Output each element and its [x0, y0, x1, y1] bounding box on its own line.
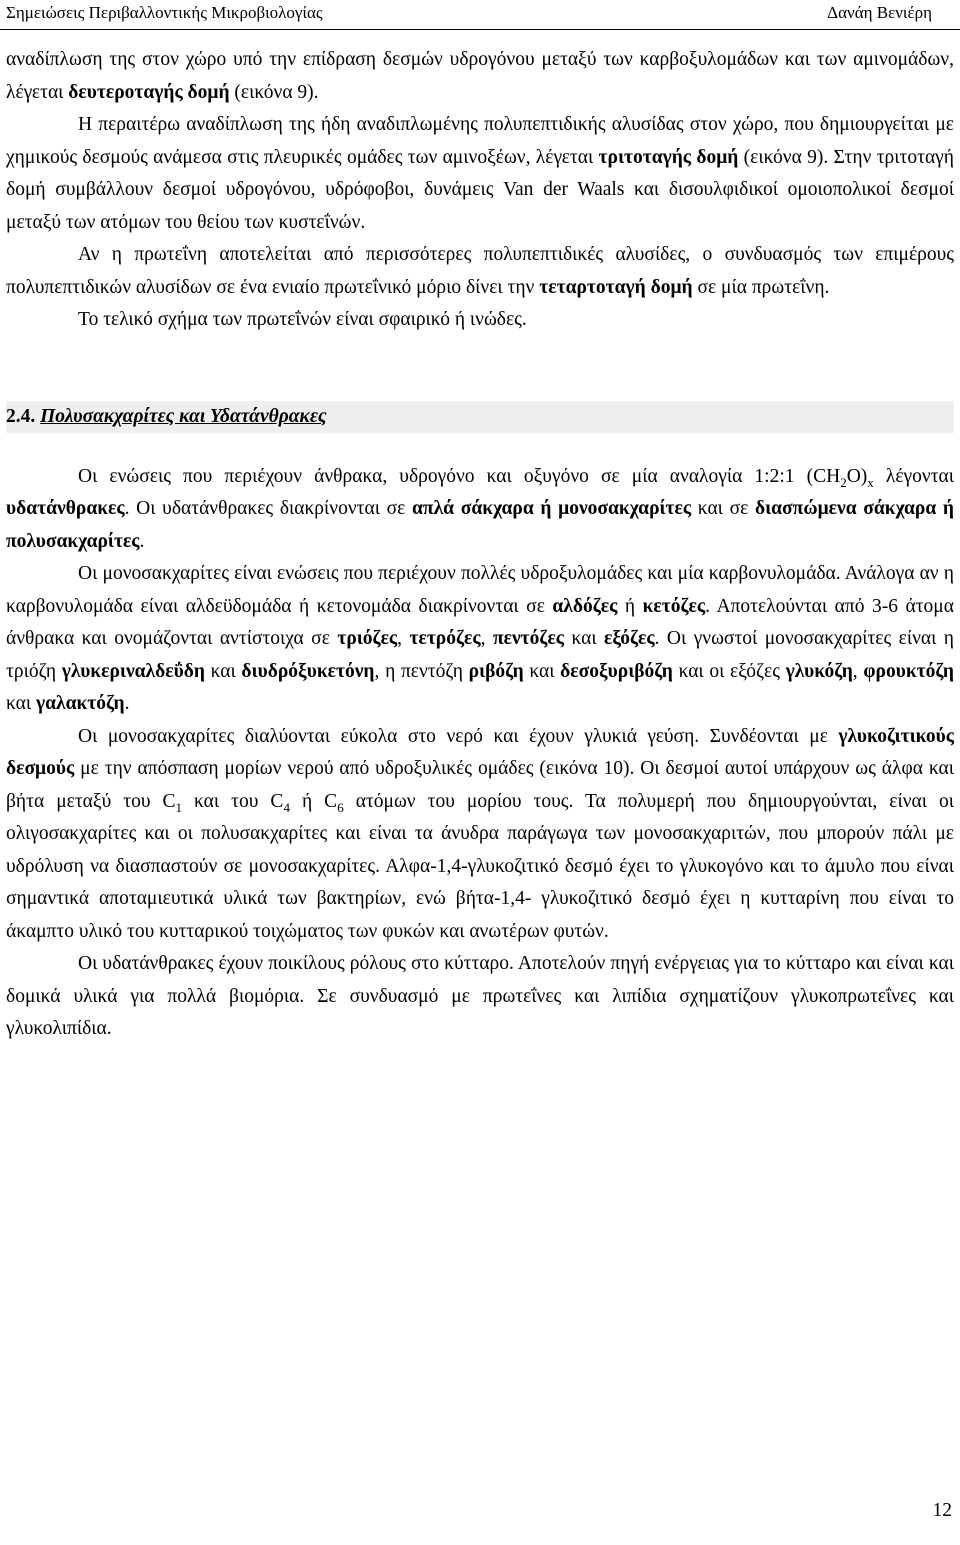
- document-body: [6, 44, 954, 1046]
- paragraph-carbohydrate-roles: Οι υδατάνθρακες έχουν ποικίλους ρόλους στο κύτταρο. Αποτελούν πηγή ενέργειας για το κύτταρο και είναι και δομικά υλικά για πολλά βιομόρια. Σε συνδυασμό με πρωτεΐνες και λιπίδια σχηματίζουν γλυκοπρωτεΐνες και γλυκολιπίδια.: [6, 953, 954, 1039]
- paragraph-protein-shape: Το τελικό σχήμα των πρωτεΐνών είναι σφαιρικό ή ινώδες.: [78, 309, 527, 330]
- header-rule: [0, 29, 960, 30]
- header-course-title: Σημειώσεις Περιβαλλοντικής Μικροβιολογίας: [6, 3, 323, 22]
- paragraph-glycosidic-bonds: Οι μονοσακχαρίτες διαλύονται εύκολα στο νερό και έχουν γλυκιά γεύση. Συνδέονται με γλυκοζιτικούς δεσμούς με την απόσπαση μορίων νερού από υδροξυλικές ομάδες (εικόνα 10). Οι δεσμοί αυτοί υπάρχουν ως άλφα και βήτα μεταξύ του $C_1$ και του $C_4$ ή $C_6$ ατόμων του μορίου τους. Τα πολυμερή που δημιουργούνται, είναι οι ολιγοσακχαρίτες και οι πολυσακχαρίτες και είναι τα άνυδρα παράγωγα των μονοσακχαριτών, που μπορούν πάλι με υδρόλυση να διασπαστούν σε μονοσακχαρίτες. Αλφα-1,4-γλυκοζιτικό δεσμό έχει το γλυκογόνο και το άμυλο που είναι σημαντικά αποταμιευτικά υλικά των βακτηρίων, ενώ βήτα-1,4- γλυκοζιτικό δεσμό έχει η κυτταρίνη που είναι το άκαμπτο υλικό του κυτταρικού τοιχώματος των φυκών και ανωτέρων φυτών.: [6, 725, 954, 942]
- page-header: [0, 0, 960, 30]
- header-author: Δανάη Βενιέρη: [827, 3, 932, 22]
- paragraph-tertiary-structure: Η περαιτέρω αναδίπλωση της ήδη αναδιπλωμένης πολυπεπτιδικής αλυσίδας στον χώρο, που δημιουργείται με χημικούς δεσμούς ανάμεσα στις πλευρικές ομάδες των αμινοξέων, λέγεται τριτοταγής δομή (εικόνα 9). Στην τριτοταγή δομή συμβάλλουν δεσμοί υδρογόνου, υδρόφοβοι, δυνάμεις Van der Waals και δισουλφιδικοί ομοιοπολικοί δεσμοί μεταξύ των ατόμων του θείου των κυστεΐνών.: [6, 114, 954, 233]
- paragraph-carbohydrates-intro: Οι ενώσεις που περιέχουν άνθρακα, υδρογόνο και οξυγόνο σε μία αναλογία 1:2:1 $(CH_2O)_x$ λέγονται υδατάνθρακες. Οι υδατάνθρακες διακρίνονται σε απλά σάκχαρα ή μονοσακχαρίτες και σε διασπώμενα σάκχαρα ή πολυσακχαρίτες.: [6, 465, 954, 552]
- page-number: 12: [932, 1500, 952, 1521]
- paragraph-quaternary-structure: Αν η πρωτεΐνη αποτελείται από περισσότερες πολυπεπτιδικές αλυσίδες, ο συνδυασμός των επιμέρους πολυπεπτιδικών αλυσίδων σε ένα ενιαίο πρωτεΐνικό μόριο δίνει την τεταρτοταγή δομή σε μία πρωτεΐνη.: [6, 244, 954, 298]
- paragraph-secondary-structure: αναδίπλωση της στον χώρο υπό την επίδραση δεσμών υδρογόνου μεταξύ των καρβοξυλομάδων και των αμινομάδων, λέγεται δευτεροταγής δομή (εικόνα 9).: [6, 49, 954, 103]
- paragraph-monosaccharides: Οι μονοσακχαρίτες είναι ενώσεις που περιέχουν πολλές υδροξυλομάδες και μία καρβονυλομάδα. Ανάλογα αν η καρβονυλομάδα είναι αλδεϋδομάδα ή κετονομάδα διακρίνονται σε αλδόζες ή κετόζες. Αποτελούνται από 3-6 άτομα άνθρακα και ονομάζονται αντίστοιχα σε τριόζες, τετρόζες, πεντόζες και εξόζες. Οι γνωστοί μονοσακχαρίτες είναι η τριόζη γλυκεριναλδεΰδη και διυδρόξυκετόνη, η πεντόζη ριβόζη και δεσοξυριβόζη και οι εξόζες γλυκόζη, φρουκτόζη και γαλακτόζη.: [6, 563, 955, 714]
- section-heading: 2.4. Πολυσακχαρίτες και Υδατάνθρακες: [6, 401, 954, 433]
